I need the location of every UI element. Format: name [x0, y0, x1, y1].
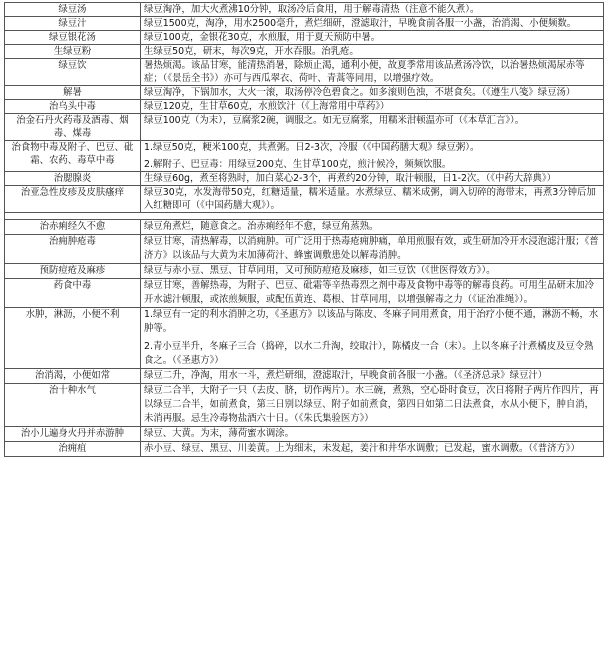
remedy-table-bottom	[4, 219, 604, 457]
remedy-name: 治消渴，小便如常	[5, 369, 141, 384]
remedy-name: 治亚急性皮疹及皮肤瘙痒	[5, 186, 141, 213]
remedy-description	[141, 100, 604, 114]
remedy-paragraph: 绿豆100克（为末），豆腐浆2碗，调服之。如无豆腐浆，用糯米泔顿温亦可（《本草汇言》）。	[144, 115, 525, 126]
remedy-name: 药食中毒	[5, 279, 141, 308]
remedy-paragraph: 绿豆1500克，淘净，用水2500毫升，煮烂细研，澄滤取汁，早晚食前各服一小盏，治消渴、小便频数。	[144, 18, 577, 29]
remedy-description	[141, 31, 604, 45]
remedy-paragraph: 绿豆二合半，大附子一只（去皮、脐，切作两片）。水三碗，煮熟，空心卧时食豆，次日将附子两片作四片，再以绿豆二合半，如前煮食，第三日别以绿豆、附子如前煮食，第四日如第二日法煮食，水从小便下，肿自消，未消再服。忌生冷毒物盐酒六十日。（《朱氏集验医方》）	[144, 385, 599, 424]
table-row	[5, 279, 604, 308]
remedy-paragraph: 生绿豆60g，煮至将熟时，加白菜心2-3个，再煮约20分钟，取汁顿服，日1-2次。（《中药大辞典》）	[144, 173, 556, 184]
remedy-paragraph: 2.青小豆半升，冬麻子三合（捣碎，以水二升淘，绞取汁），陈橘皮一合（末）。上以冬麻子汁煮橘皮及豆令熟食之。（《圣惠方》）	[144, 341, 594, 366]
remedy-description	[141, 235, 604, 264]
remedy-description	[141, 384, 604, 427]
table-row	[5, 427, 604, 442]
remedy-paragraph: 暑热烦渴。该品甘寒，能清热消暑，除烦止渴，通利小便，故夏季常用该品煮汤冷饮，以治暑热烦渴尿赤等症；（《景岳全书》）亦可与西瓜翠衣、荷叶、青蒿等同用，以增强疗效。	[144, 60, 585, 84]
remedy-name: 生绿豆粉	[5, 45, 141, 59]
remedy-paragraph: 赤小豆、绿豆、黑豆、川姜黄。上为细末，未发起，姜汁和井华水调敷；已发起，蜜水调敷。（《普济方》）	[144, 443, 580, 454]
remedy-description	[141, 369, 604, 384]
remedy-description	[141, 279, 604, 308]
remedy-description	[141, 220, 604, 235]
remedy-name: 治痈肿疮毒	[5, 235, 141, 264]
remedy-paragraph: 绿豆淘净，加大火煮沸10分钟，取汤冷后食用，用于解毒清热（注意不能久煮）。	[144, 4, 480, 15]
table-row	[5, 384, 604, 427]
table-row	[5, 186, 604, 213]
remedy-name: 绿豆汤	[5, 3, 141, 17]
remedy-paragraph: 1.绿豆50克，粳米100克，共煮粥。日2-3次，冷服（《中国药膳大观》绿豆粥）。	[144, 142, 480, 153]
remedy-paragraph: 绿豆与赤小豆、黑豆、甘草同用，又可预防痘疮及麻疹，如三豆饮（《世医得效方》）。	[144, 265, 496, 276]
remedy-name: 绿豆汁	[5, 17, 141, 31]
remedy-name: 治赤痢经久不愈	[5, 220, 141, 235]
table-row	[5, 17, 604, 31]
remedy-name: 治腮腺炎	[5, 172, 141, 186]
page	[4, 2, 604, 457]
table-row	[5, 114, 604, 141]
remedy-description	[141, 17, 604, 31]
remedy-description	[141, 427, 604, 442]
remedy-name: 绿豆饮	[5, 59, 141, 86]
table-row	[5, 59, 604, 86]
remedy-name: 解暑	[5, 86, 141, 100]
remedy-table-bottom-body	[5, 220, 604, 457]
remedy-paragraph: 2.解附子、巴豆毒：用绿豆200克、生甘草100克，煎汁候冷，频频饮服。	[144, 159, 452, 170]
remedy-table-top-body	[5, 3, 604, 213]
remedy-paragraph: 绿豆淘净，下锅加水，大火一滚，取汤停冷色碧食之。如多滚则色浊，不堪食矣。（《遵生八笺》绿豆汤）	[144, 87, 576, 98]
remedy-paragraph: 绿豆角煮烂，随意食之。治赤痢经年不愈，绿豆角蒸熟。	[144, 221, 379, 232]
remedy-description	[141, 141, 604, 172]
table-row	[5, 369, 604, 384]
table-row	[5, 45, 604, 59]
remedy-name: 绿豆银花汤	[5, 31, 141, 45]
remedy-paragraph: 绿豆、大黄。为末，薄荷蜜水调涂。	[144, 428, 295, 439]
remedy-name: 治痈疽	[5, 442, 141, 457]
remedy-description	[141, 264, 604, 279]
remedy-name: 治金石丹火药毒及酒毒、烟毒、煤毒	[5, 114, 141, 141]
remedy-description	[141, 59, 604, 86]
remedy-name: 治十种水气	[5, 384, 141, 427]
table-row	[5, 442, 604, 457]
table-row	[5, 3, 604, 17]
remedy-name: 治乌头中毒	[5, 100, 141, 114]
remedy-paragraph: 绿豆100克，金银花30克，水煎服，用于夏天预防中暑。	[144, 32, 381, 43]
table-row	[5, 100, 604, 114]
remedy-name: 水肿，淋沥，小便不利	[5, 308, 141, 369]
remedy-description	[141, 86, 604, 100]
table-row	[5, 31, 604, 45]
remedy-description	[141, 45, 604, 59]
remedy-paragraph: 绿豆甘寒，善解热毒，为附子、巴豆、砒霜等辛热毒烈之剂中毒及食物中毒等的解毒良药。可用生品研末加冷开水滤汁顿服，或浓煎频服，或配伍黄连、葛根、甘草同用，以增强解毒之力（《证治准绳》）。	[144, 280, 595, 305]
remedy-name: 治小儿遍身火丹并赤游肿	[5, 427, 141, 442]
table-row	[5, 308, 604, 369]
remedy-paragraph: 生绿豆50克，研末，每次9克，开水吞服。治乳疮。	[144, 46, 359, 57]
table-row	[5, 235, 604, 264]
remedy-description	[141, 114, 604, 141]
remedy-paragraph: 绿豆二升，净淘，用水一斗，煮烂研细，澄滤取汁，早晚食前各服一小盏。（《圣济总录》绿豆汁）	[144, 370, 548, 381]
remedy-paragraph: 1.绿豆有一定的利水消肿之功，《圣惠方》以该品与陈皮、冬麻子同用煮食，用于治疗小便不通，淋沥不畅，水肿等。	[144, 309, 599, 334]
remedy-name: 治食物中毒及附子、巴豆、砒霜、农药、毒草中毒	[5, 141, 141, 172]
remedy-description	[141, 442, 604, 457]
remedy-paragraph: 绿豆甘寒，清热解毒，以消痈肿。可广泛用于热毒疮痈肿痛，单用煎服有效，或生研加冷开水浸泡滤汁服；《普济方》以该品与大黄为末加薄荷汁、蜂蜜调敷患处以解毒消肿。	[144, 236, 599, 261]
remedy-name: 预防痘疮及麻疹	[5, 264, 141, 279]
table-row	[5, 86, 604, 100]
remedy-description	[141, 172, 604, 186]
remedy-table-top	[4, 2, 604, 213]
table-row	[5, 172, 604, 186]
table-row	[5, 264, 604, 279]
table-row	[5, 141, 604, 172]
remedy-description	[141, 186, 604, 213]
remedy-paragraph: 绿豆120克，生甘草60克，水煎饮汁（《上海常用中草药》）	[144, 101, 390, 112]
table-row	[5, 220, 604, 235]
remedy-description	[141, 308, 604, 369]
remedy-paragraph: 绿豆30克，水发海带50克，红糖适量，糯米适量。水煮绿豆、糯米成粥，调入切碎的海带末，再煮3分钟后加入红糖即可（《中国药膳大观》）。	[144, 187, 596, 211]
remedy-description	[141, 3, 604, 17]
